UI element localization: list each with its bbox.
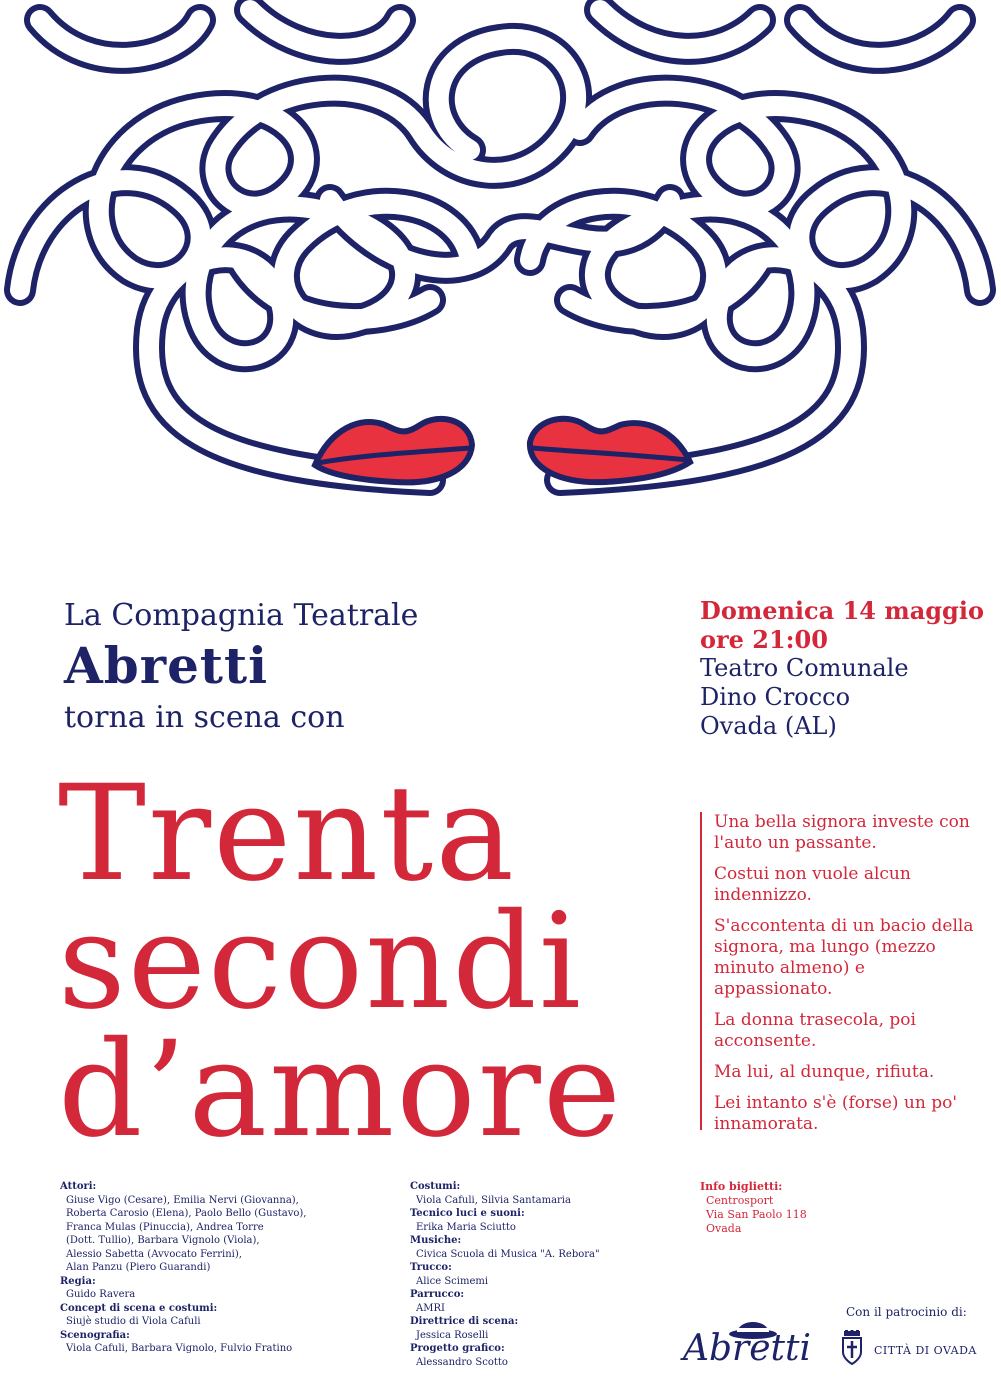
credit-line: Siujè studio di Viola Cafuli <box>66 1316 201 1327</box>
credit-heading: Trucco: <box>410 1262 452 1273</box>
credit-line: Guido Ravera <box>66 1289 136 1300</box>
title-line: d’amore <box>58 1013 624 1167</box>
patronage-label: Con il patrocinio di: <box>846 1305 967 1319</box>
credits-left <box>60 1180 360 1356</box>
credit-heading: Tecnico luci e suoni: <box>410 1208 525 1219</box>
credit-heading: Progetto grafico: <box>410 1343 505 1354</box>
credit-line: Civica Scuola di Musica "A. Rebora" <box>416 1248 600 1260</box>
credit-line: Alessio Sabetta (Avvocato Ferrini), <box>66 1248 242 1260</box>
credit-line: Alan Panzu (Piero Guarandi) <box>66 1262 211 1273</box>
credit-line: Roberta Carosio (Elena), Paolo Bello (Gustavo), <box>66 1208 307 1219</box>
synopsis-paragraph: La donna trasecola, poi acconsente. <box>714 1010 916 1051</box>
credit-heading: Concept di scena e costumi: <box>60 1302 218 1314</box>
credit-line: (Dott. Tullio), Barbara Vignolo (Viola), <box>66 1235 260 1246</box>
synopsis <box>700 812 974 1134</box>
city-of-ovada-logo <box>840 1330 980 1370</box>
credit-line: Alessandro Scotto <box>416 1356 508 1368</box>
synopsis-paragraph: S'accontenta di un bacio della signora, ma lungo (mezzo minuto almeno) e appassionato. <box>714 916 974 999</box>
credit-heading: Attori: <box>60 1181 97 1192</box>
credit-line: AMRI <box>416 1302 445 1314</box>
title-line: Trenta <box>58 757 517 911</box>
event-venue-line: Ovada (AL) <box>700 712 837 740</box>
ticket-info-line: Ovada <box>706 1222 742 1235</box>
city-name: CITTÀ DI OVADA <box>874 1344 977 1357</box>
event-venue-line: Dino Crocco <box>700 683 851 711</box>
title-line: secondi <box>58 885 583 1039</box>
ticket-info-heading: Info biglietti: <box>700 1180 783 1193</box>
left-lips <box>315 419 472 483</box>
credit-heading: Costumi: <box>410 1181 461 1192</box>
credit-heading: Parrucco: <box>410 1289 465 1300</box>
synopsis-paragraph: Lei intanto s'è (forse) un po' innamorata. <box>714 1093 958 1134</box>
company-intro: La Compagnia Teatrale <box>64 598 419 633</box>
credit-line: Erika Maria Sciutto <box>416 1221 516 1233</box>
ticket-info-line: Via San Paolo 118 <box>706 1208 807 1221</box>
credit-line: Alice Scimemi <box>416 1275 489 1287</box>
event-date: Domenica 14 maggio <box>700 596 984 625</box>
abretti-logo-text: Abretti <box>683 1328 812 1369</box>
credit-line: Viola Cafuli, Barbara Vignolo, Fulvio Fratino <box>66 1343 293 1354</box>
show-title <box>58 757 698 1167</box>
company-name: Abretti <box>64 636 269 695</box>
event-time: ore 21:00 <box>700 625 828 654</box>
credit-line: Jessica Roselli <box>416 1329 489 1341</box>
abretti-logo <box>683 1312 812 1374</box>
credit-heading: Scenografia: <box>60 1329 130 1341</box>
credit-heading: Musiche: <box>410 1235 462 1246</box>
credits-middle <box>410 1180 670 1369</box>
event-details <box>700 596 990 741</box>
credit-heading: Direttrice di scena: <box>410 1316 519 1327</box>
credit-line: Giuse Vigo (Cesare), Emilia Nervi (Giovanna), <box>66 1194 299 1206</box>
synopsis-paragraph: Ma lui, al dunque, rifiuta. <box>714 1062 935 1082</box>
hair-lips-illustration <box>0 0 1001 560</box>
event-venue-line: Teatro Comunale <box>700 654 909 682</box>
credit-heading: Regia: <box>60 1275 96 1287</box>
synopsis-paragraph: Una bella signora investe con l'auto un passante. <box>714 812 970 853</box>
company-outro: torna in scena con <box>64 700 345 735</box>
credit-line: Franca Mulas (Pinuccia), Andrea Torre <box>66 1221 264 1233</box>
ticket-info-line: Centrosport <box>706 1194 774 1207</box>
right-lips <box>530 419 690 482</box>
city-crest-icon <box>840 1330 864 1366</box>
credit-line: Viola Cafuli, Silvia Santamaria <box>416 1194 571 1206</box>
ticket-info <box>700 1180 807 1236</box>
synopsis-paragraph: Costui non vuole alcun indennizzo. <box>714 864 911 905</box>
